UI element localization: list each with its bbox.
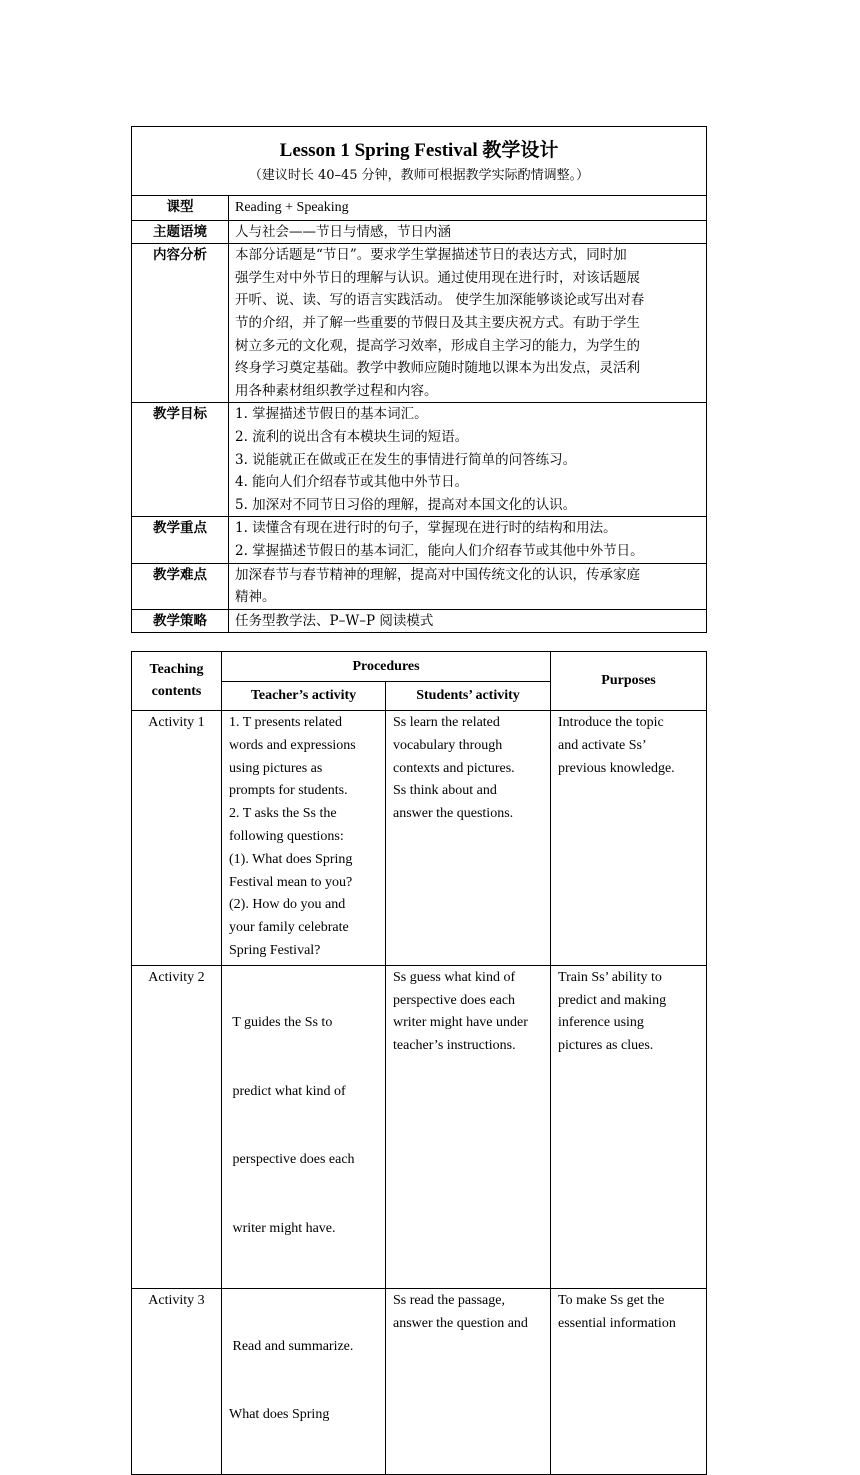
header-teacher-activity: Teacher’s activity [222, 682, 386, 711]
analysis-line: 节的介绍，并了解一些重要的节假日及其主要庆祝方式。有助于学生 [235, 314, 640, 331]
objective-item: 5. 加深对不同节日习俗的理解，提高对本国文化的认识。 [235, 496, 577, 513]
label-theme-context: 主题语境 [132, 220, 229, 244]
analysis-line: 树立多元的文化观，提高学习效率，形成自主学习的能力，为学生的 [235, 337, 640, 354]
label-difficulties: 教学难点 [132, 563, 229, 609]
header-procedures: Procedures [222, 652, 551, 682]
label-lesson-type: 课型 [132, 196, 229, 221]
objectives-value [229, 403, 707, 517]
strategy-value: 任务型教学法、P–W–P 阅读模式 [229, 609, 707, 633]
purpose-cell: Train Ss’ ability to predict and making inference using pictures as clues. [551, 965, 707, 1288]
teacher-activity-cell: Read and summarize. What does Spring [222, 1288, 386, 1474]
analysis-line: 用各种素材组织教学过程和内容。 [235, 382, 438, 399]
purpose-cell: To make Ss get the essential information [551, 1288, 707, 1474]
difficulty-line: 加深春节与春节精神的理解，提高对中国传统文化的认识，传承家庭 [235, 566, 640, 583]
teacher-activity-cell: 1. T presents related words and expressions using pictures as prompts for students. 2. T asks the Ss the following questions: (1). What does Spring Festival mean to you? (2). How do you and your family celebrate Spring Festival? [222, 711, 386, 966]
header-purposes: Purposes [551, 652, 707, 711]
objective-item: 4. 能向人们介绍春节或其他中外节日。 [235, 474, 469, 491]
label-key-points: 教学重点 [132, 517, 229, 563]
document-subtitle: （建议时长 40–45 分钟，教师可根据教学实际酌情调整。） [248, 168, 590, 183]
students-activity-cell: Ss guess what kind of perspective does each writer might have under teacher’s instructions. [386, 965, 551, 1288]
analysis-line: 强学生对中外节日的理解与认识。通过使用现在进行时，对该话题展 [235, 269, 640, 286]
teacher-activity-cell: T guides the Ss to predict what kind of perspective does each writer might have. [222, 965, 386, 1288]
students-activity-cell: Ss read the passage, answer the question and [386, 1288, 551, 1474]
lesson-info-table [131, 126, 707, 633]
key-point-item: 2. 掌握描述节假日的基本词汇，能向人们介绍春节或其他中外节日。 [235, 542, 644, 559]
document-title: Lesson 1 Spring Festival 教学设计 [279, 140, 559, 161]
objective-item: 3. 说能就正在做或正在发生的事情进行简单的问答练习。 [235, 451, 577, 468]
header-teaching-contents: Teaching contents [132, 652, 222, 711]
lesson-type-value: Reading + Speaking [229, 196, 707, 221]
label-objectives: 教学目标 [132, 403, 229, 517]
key-point-item: 1. 读懂含有现在进行时的句子，掌握现在进行时的结构和用法。 [235, 520, 617, 537]
analysis-line: 本部分话题是“节日”。要求学生掌握描述节日的表达方式，同时加 [235, 247, 627, 264]
activity-label: Activity 1 [132, 711, 222, 966]
activity-label: Activity 2 [132, 965, 222, 1288]
activity-label: Activity 3 [132, 1288, 222, 1474]
header-students-activity: Students’ activity [386, 682, 551, 711]
table-row [132, 965, 707, 1288]
theme-context-value: 人与社会——节日与情感，节日内涵 [229, 220, 707, 244]
difficulties-value [229, 563, 707, 609]
title-cell [132, 127, 707, 196]
procedures-table [131, 651, 707, 1475]
purpose-cell: Introduce the topic and activate Ss’ previous knowledge. [551, 711, 707, 966]
analysis-line: 开听、说、读、写的语言实践活动。 使学生加深能够谈论或写出对春 [235, 292, 645, 309]
students-activity-cell: Ss learn the related vocabulary through contexts and pictures. Ss think about and answer the questions. [386, 711, 551, 966]
content-analysis-value [229, 244, 707, 403]
label-content-analysis: 内容分析 [132, 244, 229, 403]
objective-item: 1. 掌握描述节假日的基本词汇。 [235, 406, 428, 423]
difficulty-line: 精神。 [235, 589, 276, 606]
objective-item: 2. 流利的说出含有本模块生词的短语。 [235, 428, 469, 445]
table-row [132, 1288, 707, 1474]
table-row [132, 711, 707, 966]
analysis-line: 终身学习奠定基础。教学中教师应随时随地以课本为出发点，灵活利 [235, 360, 640, 377]
label-strategy: 教学策略 [132, 609, 229, 633]
key-points-value [229, 517, 707, 563]
